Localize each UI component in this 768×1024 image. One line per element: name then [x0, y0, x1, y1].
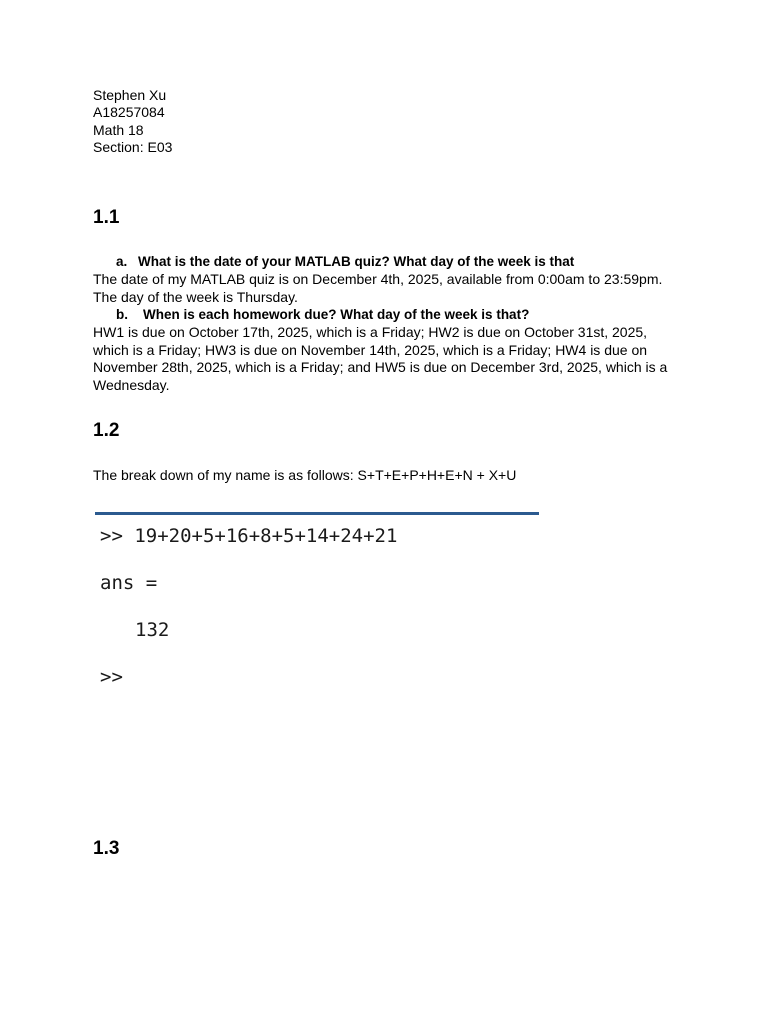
console-command: >> 19+20+5+16+8+5+14+24+21 [100, 525, 398, 547]
answer-a: The date of my MATLAB quiz is on December 4th, 2025, available from 0:00am to 23:59pm. The day of the week is Thursday. [93, 271, 663, 305]
question-b-marker: b. [116, 307, 128, 322]
question-b [116, 306, 529, 323]
course-name: Math 18 [93, 122, 144, 138]
answer-b: HW1 is due on October 17th, 2025, which is a Friday; HW2 is due on October 31st, 2025, which is a Friday; HW3 is due on November 14th, 2025, which is a Friday; HW4 is due on November 28th, 2025, which is a Friday; and HW5 is due on December 3rd, 2025, which is a Wednesday. [93, 324, 668, 393]
student-id: A18257084 [93, 104, 165, 120]
section-heading-1-2: 1.2 [93, 420, 120, 441]
name-breakdown-text: The break down of my name is as follows: S+T+E+P+H+E+N + X+U [93, 467, 517, 483]
section-heading-1-1: 1.1 [93, 207, 120, 228]
console-prompt: >> [100, 666, 123, 688]
question-a-marker: a. [116, 254, 128, 269]
console-ans-value: 132 [135, 619, 170, 641]
student-name: Stephen Xu [93, 87, 167, 103]
question-a [116, 253, 574, 270]
section-label: Section: E03 [93, 139, 173, 155]
question-a-text: What is the date of your MATLAB quiz? What day of the week is that [138, 254, 575, 269]
matlab-console-screenshot [95, 512, 539, 695]
console-ans-label: ans = [100, 572, 158, 594]
question-b-text: When is each homework due? What day of the week is that? [143, 307, 530, 322]
section-heading-1-3: 1.3 [93, 838, 120, 859]
